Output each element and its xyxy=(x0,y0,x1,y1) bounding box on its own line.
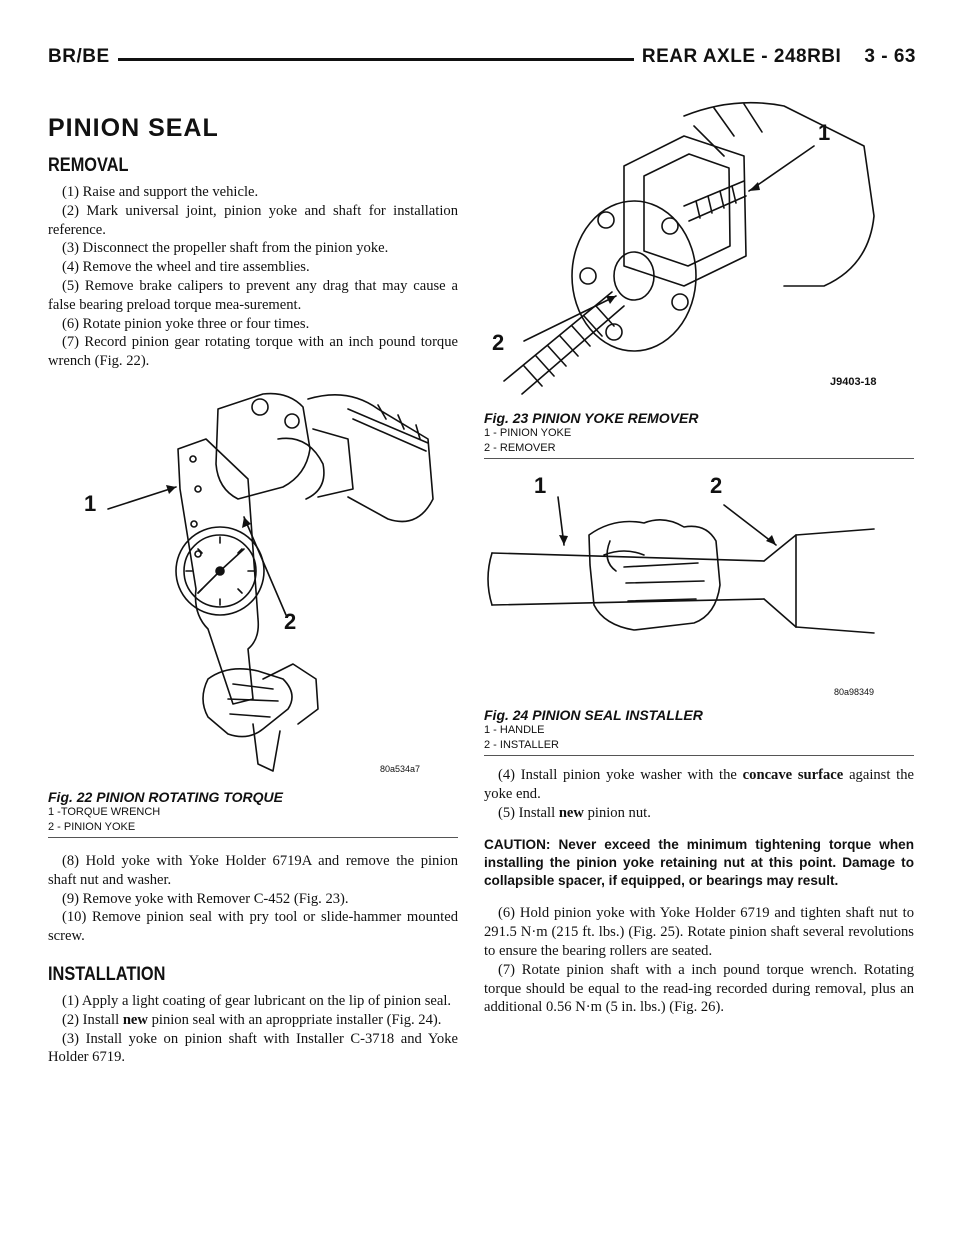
install-step-1: (1) Apply a light coating of gear lubricant on the lip of pinion seal. xyxy=(62,992,452,1009)
fig22-rule xyxy=(48,837,458,838)
removal-step-2: (2) Mark universal joint, pinion yoke and shaft for installation reference. xyxy=(48,202,458,238)
fig23-callout-2: 2 xyxy=(492,330,505,355)
seal-installer-illustration xyxy=(484,465,914,705)
removal-step-10: (10) Remove pinion seal with pry tool or slide-hammer mounted screw. xyxy=(48,909,458,945)
removal-step-5: (5) Remove brake calipers to prevent any drag that may cause a false bearing preload torque mea-surement. xyxy=(48,277,458,313)
install-step-2: (2) Install new pinion seal with an aproppriate installer (Fig. 24). xyxy=(62,1011,442,1028)
section-title: PINION SEAL xyxy=(48,114,219,142)
header-model: BR/BE xyxy=(48,46,118,68)
removal-step-3: (3) Disconnect the propeller shaft from the pinion yoke. xyxy=(62,240,389,257)
install-step-4: (4) Install pinion yoke washer with the concave surface against the yoke end. xyxy=(484,767,914,802)
fig24-callout-1: 1 xyxy=(534,473,547,498)
caution-note: CAUTION: Never exceed the minimum tightening torque when installing the pinion yoke retaining nut at this point. Damage to collapsible spacer, if equipped, or bearings may result. xyxy=(484,837,914,889)
fig23-legend-1: 1 - PINION YOKE xyxy=(484,427,572,439)
header-section-page: REAR AXLE - 248RBI 3 - 63 xyxy=(634,46,916,68)
fig22-art-code: 80a534a7 xyxy=(380,763,421,774)
fig24-legend-1: 1 - HANDLE xyxy=(484,724,545,736)
fig24-rule xyxy=(484,755,914,756)
fig23-art-code: J9403-18 xyxy=(830,376,877,388)
page-header xyxy=(48,42,916,78)
right-column xyxy=(484,96,914,1017)
yoke-remover-illustration xyxy=(484,96,914,408)
removal-step-8: (8) Hold yoke with Yoke Holder 6719A and remove the pinion shaft nut and washer. xyxy=(48,852,458,888)
removal-heading: REMOVAL xyxy=(48,155,129,176)
left-column xyxy=(48,104,458,1067)
fig23-callout-1: 1 xyxy=(818,120,831,145)
torque-wrench-illustration xyxy=(48,379,458,787)
install-step-6: (6) Hold pinion yoke with Yoke Holder 6719 and tighten shaft nut to 291.5 N·m (215 ft. lbs.) (Fig. 25). Rotate pinion shaft several revolutions to ensure the bearing rollers are seated. xyxy=(484,905,914,959)
fig24-art-code: 80a98349 xyxy=(834,687,875,697)
fig23-legend-2: 2 - REMOVER xyxy=(484,442,556,454)
install-step-5: (5) Install new pinion nut. xyxy=(498,804,651,821)
figure-24 xyxy=(484,465,914,705)
removal-step-7: (7) Record pinion gear rotating torque with an inch pound torque wrench (Fig. 22). xyxy=(48,334,458,370)
removal-step-9: (9) Remove yoke with Remover C-452 (Fig. 23). xyxy=(62,890,349,907)
removal-step-1: (1) Raise and support the vehicle. xyxy=(62,184,259,200)
fig22-callout-1: 1 xyxy=(84,490,97,516)
removal-step-6: (6) Rotate pinion yoke three or four times. xyxy=(62,315,310,332)
fig22-legend-1: 1 -TORQUE WRENCH xyxy=(48,805,161,818)
fig24-legend-2: 2 - INSTALLER xyxy=(484,739,559,751)
install-step-3: (3) Install yoke on pinion shaft with Installer C-3718 and Yoke Holder 6719. xyxy=(48,1030,458,1066)
removal-step-4: (4) Remove the wheel and tire assemblies. xyxy=(62,259,310,276)
fig23-rule xyxy=(484,458,914,459)
fig22-legend-2: 2 - PINION YOKE xyxy=(48,820,136,833)
fig22-caption: Fig. 22 PINION ROTATING TORQUE xyxy=(48,788,283,805)
fig22-callout-2: 2 xyxy=(284,608,297,634)
install-step-7: (7) Rotate pinion shaft with a inch pound torque wrench. Rotating torque should be equal to the read-ing recorded during removal, plus an additional 0.56 N·m (5 in. lbs.) (Fig. 26). xyxy=(484,961,914,1016)
fig24-callout-2: 2 xyxy=(710,473,723,498)
figure-22 xyxy=(48,379,458,787)
fig23-caption: Fig. 23 PINION YOKE REMOVER xyxy=(484,410,699,426)
figure-23 xyxy=(484,96,914,408)
fig24-caption: Fig. 24 PINION SEAL INSTALLER xyxy=(484,707,703,723)
installation-heading: INSTALLATION xyxy=(48,963,166,985)
